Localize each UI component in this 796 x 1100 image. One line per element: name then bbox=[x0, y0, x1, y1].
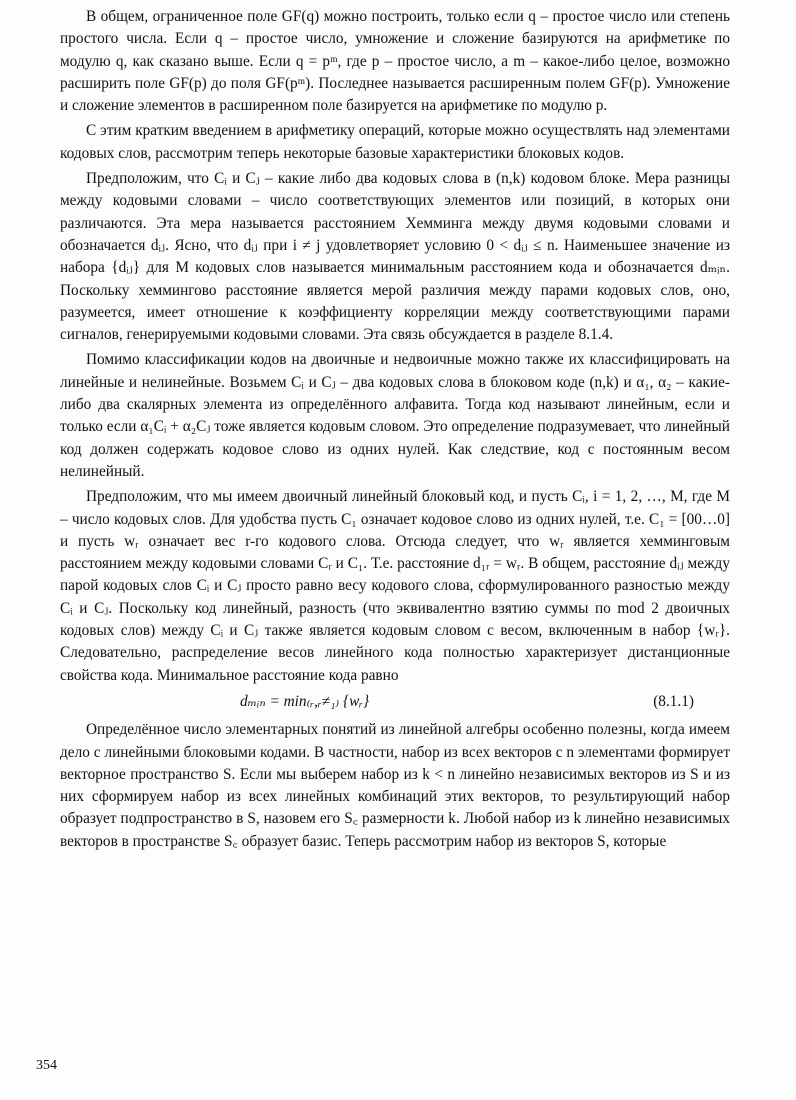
paragraph-weights: Предположим, что мы имеем двоичный линейный блоковый код, и пусть Cᵢ, i = 1, 2, …, M, где M – число кодовых слов. Для удобства пусть C₁ означает кодовое слово из одних нулей, т.е. C₁ = [00…0] и пусть wᵣ означает вес r-го кодового слова. Отсюда следует, что wᵣ является хемминговым расстоянием между кодовыми словами Cᵣ и C₁. Т.е. расстояние d₁ᵣ = wᵣ. В общем, расстояние dᵢⱼ между парой кодовых слов Cᵢ и Cⱼ просто равно весу кодового слова, сформулированного разностью между Cᵢ и Cⱼ. Поскольку код линейный, разность (что эквивалентно взятию суммы по mod 2 двоичных кодовых слов) между Cᵢ и Cⱼ также является кодовым словом с весом, включенным в набор {wᵣ}. Следовательно, распределение весов линейного кода полностью характеризует дистанционные свойства кода. Минимальное расстояние кода равно bbox=[60, 488, 730, 684]
paragraph-linear-codes: Помимо классификации кодов на двоичные и недвоичные можно также их классифицировать на линейные и нелинейные. Возьмем Cᵢ и Cⱼ – два кодовых слова в блоковом коде (n,k) и α₁, α₂ – какие-либо два скалярных элемента из определённого алфавита. Тогда код называют линейным, если и только если α₁Cᵢ + α₂Cⱼ тоже является кодовым словом. Это определение подразумевает, что линейный код должен содержать кодовое слово из одних нулей. Как следствие, код с постоянным весом нелинейный. bbox=[60, 351, 730, 480]
paragraph-gf-field: В общем, ограниченное поле GF(q) можно построить, только если q – простое число или степень простого числа. Если q – простое число, умножение и сложение базируются на арифметике по модулю q, как сказано выше. Если q = pᵐ, где p – простое число, а m – какое-либо целое, возможно расширить поле GF(p) до поля GF(pᵐ). Последнее называется расширенным полем GF(p). Умножение и сложение элементов в расширенном поле базируется на арифметике по модулю p. bbox=[60, 8, 730, 115]
equation-formula: dₘᵢₙ = min₍ᵣ,ᵣ≠₁₎ {wᵣ} bbox=[240, 692, 370, 710]
paragraph-intro: С этим кратким введением в арифметику операций, которые можно осуществлять над элементами кодовых слов, рассмотрим теперь некоторые базовые характеристики блоковых кодов. bbox=[60, 122, 730, 162]
paragraph-linear-algebra: Определённое число элементарных понятий из линейной алгебры особенно полезны, когда имеем дело с линейными блоковыми кодами. В частности, набор из всех векторов с n элементами формирует векторное пространство S. Если мы выберем набор из k < n линейно независимых векторов из S и из них сформируем набор из всех линейных комбинаций этих векторов, то результирующий набор образует подпространство в S, назовем его S꜀ размерности k. Любой набор из k линейно независимых векторов в пространстве S꜀ образует базис. Теперь рассмотрим набор из векторов S, которые bbox=[60, 721, 730, 850]
body-text bbox=[60, 6, 730, 856]
equation-8-1-1 bbox=[60, 691, 730, 713]
paragraph-hamming-distance: Предположим, что Cᵢ и Cⱼ – какие либо два кодовых слова в (n,k) кодовом блоке. Мера разницы между кодовыми словами – число соответствующих элементов или позиций, в которых они различаются. Эта мера называется расстоянием Хемминга между двумя кодовыми словами и обозначается dᵢⱼ. Ясно, что dᵢⱼ при i ≠ j удовлетворяет условию 0 < dᵢⱼ ≤ n. Наименьшее значение из набора {dᵢⱼ} для M кодовых слов называется минимальным расстоянием кода и обозначается dₘᵢₙ. Поскольку хеммингово расстояние является мерой различия между парами кодовых слов, оно, разумеется, имеет отношение к коэффициенту корреляции между соответствующими парами сигналов, генерируемыми кодовыми словами. Эта связь обсуждается в разделе 8.1.4. bbox=[60, 170, 730, 344]
page-number: 354 bbox=[36, 1058, 57, 1073]
equation-number: (8.1.1) bbox=[653, 692, 694, 710]
